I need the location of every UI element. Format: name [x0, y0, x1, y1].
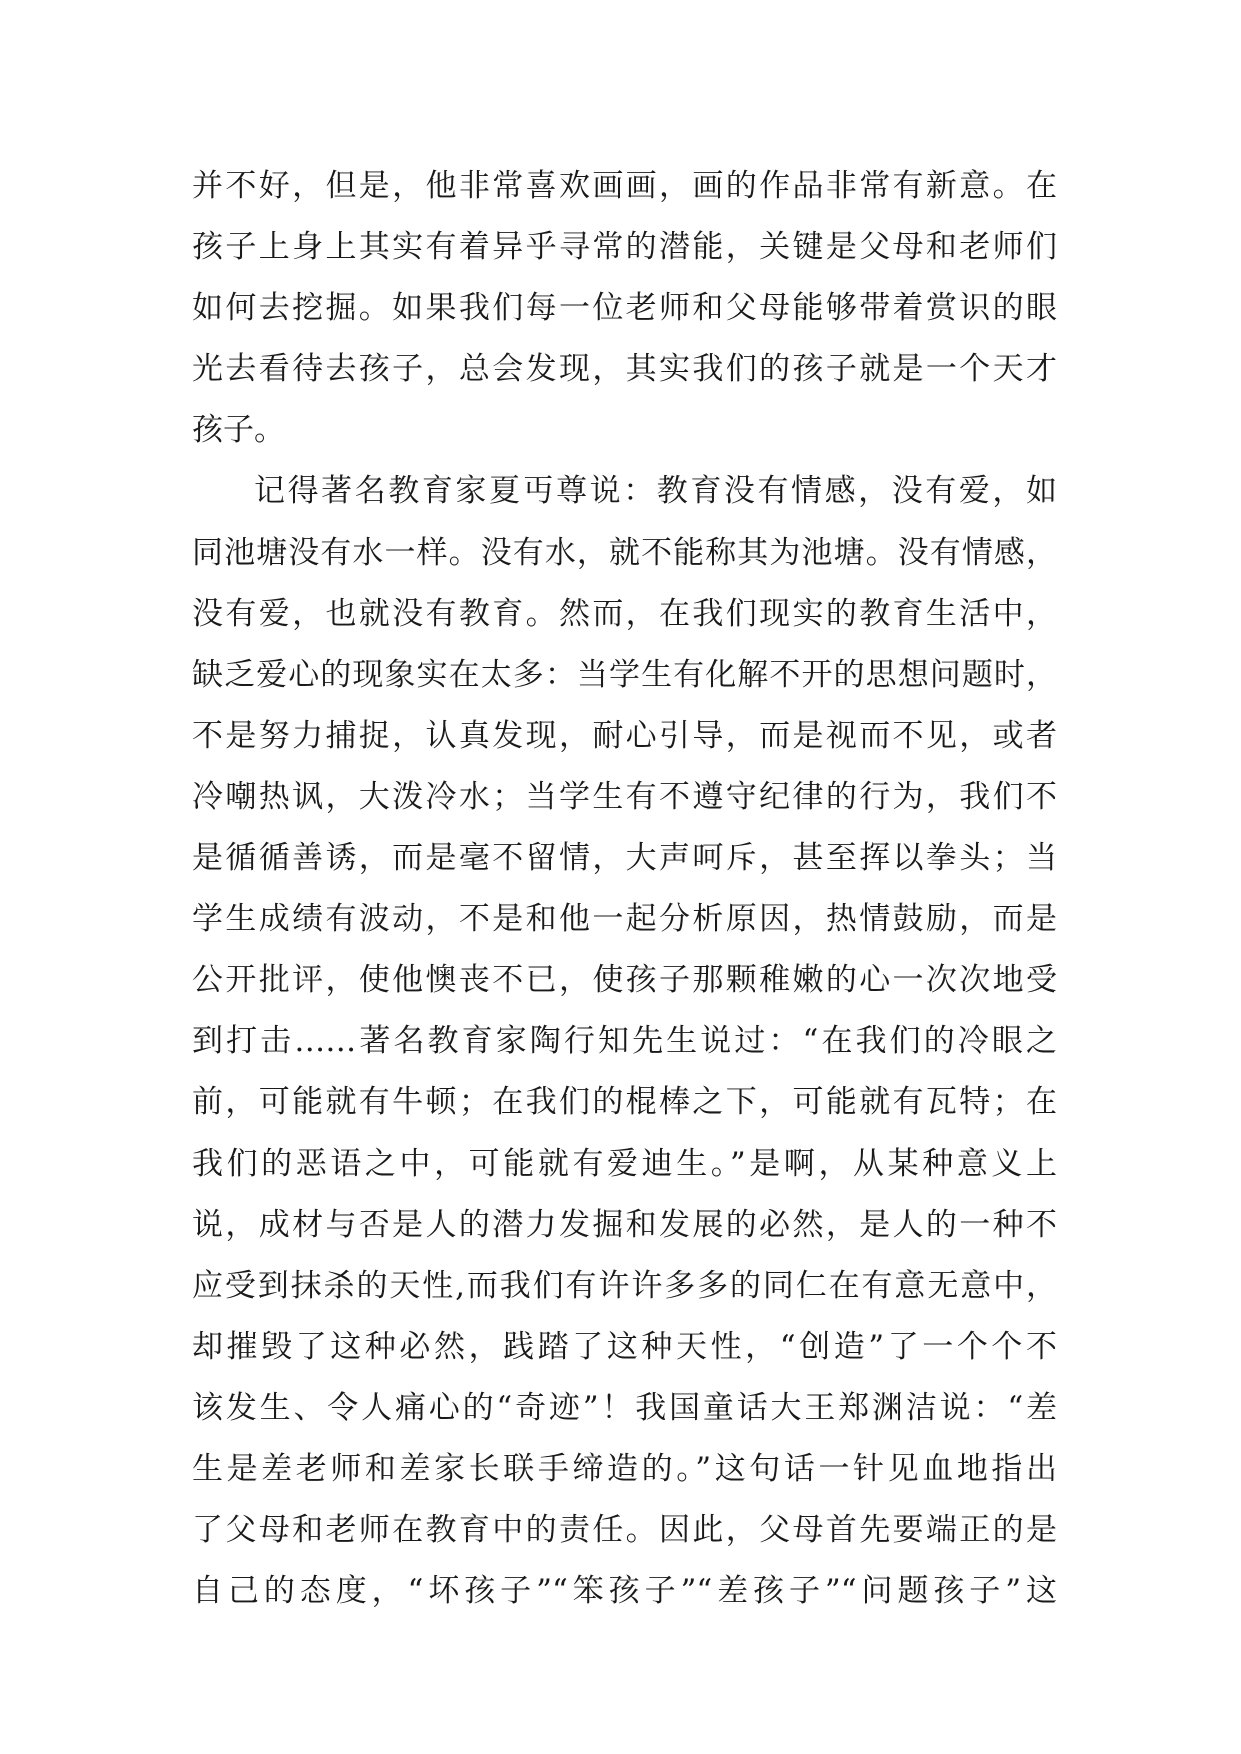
text-line: 却摧毁了这种必然，践踏了这种天性，“创造”了一个个不 — [192, 1328, 1057, 1365]
text-line: 同池塘没有水一样。没有水，就不能称其为池塘。没有情感， — [192, 534, 1057, 571]
text-line: 学生成绩有波动，不是和他一起分析原因，热情鼓励，而是 — [192, 901, 1057, 938]
text-line: 自己的态度，“坏孩子”“笨孩子”“差孩子”“问题孩子”这 — [192, 1573, 1057, 1610]
text-line: 该发生、令人痛心的“奇迹”！我国童话大王郑渊洁说：“差 — [192, 1389, 1057, 1426]
text-line: 应受到抹杀的天性,而我们有许许多多的同仁在有意无意中， — [192, 1267, 1057, 1304]
text-line: 是循循善诱，而是毫不留情，大声呵斥，甚至挥以拳头；当 — [192, 840, 1057, 877]
text-line: 公开批评，使他懊丧不已，使孩子那颗稚嫩的心一次次地受 — [192, 962, 1057, 999]
text-line: 如何去挖掘。如果我们每一位老师和父母能够带着赏识的眼 — [192, 290, 1057, 327]
text-line: 缺乏爱心的现象实在太多：当学生有化解不开的思想问题时， — [192, 656, 1057, 693]
text-line: 不是努力捕捉，认真发现，耐心引导，而是视而不见，或者 — [192, 717, 1057, 754]
text-line: 冷嘲热讽，大泼冷水；当学生有不遵守纪律的行为，我们不 — [192, 778, 1057, 815]
text-line: 到打击……著名教育家陶行知先生说过：“在我们的冷眼之 — [192, 1023, 1057, 1060]
text-line: 了父母和老师在教育中的责任。因此，父母首先要端正的是 — [192, 1512, 1057, 1549]
body-text — [192, 156, 1057, 1622]
text-line: 记得著名教育家夏丏尊说：教育没有情感，没有爱，如 — [254, 473, 1057, 510]
text-line: 没有爱，也就没有教育。然而，在我们现实的教育生活中， — [192, 595, 1057, 632]
text-line: 光去看待去孩子，总会发现，其实我们的孩子就是一个天才 — [192, 351, 1057, 388]
paragraph-1 — [192, 156, 1057, 461]
text-line: 前，可能就有牛顿；在我们的棍棒之下，可能就有瓦特；在 — [192, 1084, 1057, 1121]
text-line: 孩子。 — [192, 412, 285, 449]
text-line: 说，成材与否是人的潜力发掘和发展的必然，是人的一种不 — [192, 1206, 1057, 1243]
text-line: 孩子上身上其实有着异乎寻常的潜能，关键是父母和老师们 — [192, 229, 1057, 266]
text-line: 我们的恶语之中，可能就有爱迪生。”是啊，从某种意义上 — [192, 1145, 1057, 1182]
text-line: 生是差老师和差家长联手缔造的。”这句话一针见血地指出 — [192, 1450, 1057, 1487]
text-line: 并不好，但是，他非常喜欢画画，画的作品非常有新意。在 — [192, 168, 1057, 204]
paragraph-2 — [192, 461, 1057, 1622]
